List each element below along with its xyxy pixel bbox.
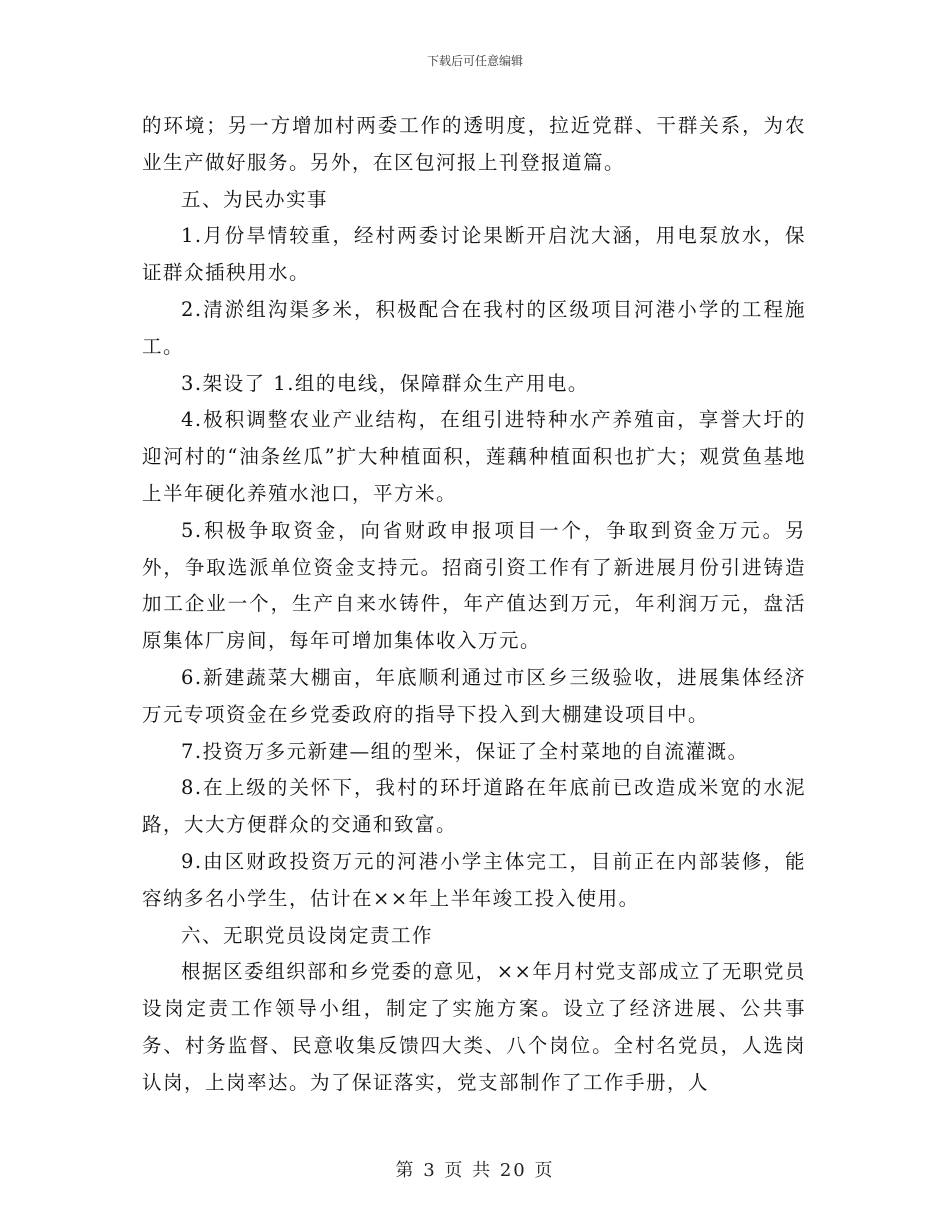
section-heading-5: 五、为民办实事: [181, 187, 329, 211]
document-body: [142, 108, 806, 1102]
list-item-8: 8.在上级的关怀下，我村的环圩道路在年底前已改造成米宽的水泥路，大大方便群众的交通和致富。: [142, 776, 806, 837]
list-item-5: 5.积极争取资金，向省财政申报项目一个，争取到资金万元。另外，争取选派单位资金支持元。招商引资工作有了新进展月份引进铸造加工企业一个，生产自来水铸件，年产值达到万元，年利润万元，盘活原集体厂房间，每年可增加集体收入万元。: [142, 518, 806, 653]
page-number-footer: 第 3 页 共 20 页: [395, 1160, 555, 1181]
section-heading-6: 六、无职党员设岗定责工作: [181, 923, 434, 947]
list-item-6: 6.新建蔬菜大棚亩，年底顺利通过市区乡三级验收，进展集体经济万元专项资金在乡党委政府的指导下投入到大棚建设项目中。: [142, 665, 806, 726]
page-header-note: 下载后可任意编辑: [426, 54, 523, 68]
paragraph-continuation: 的环境；另一方增加村两委工作的透明度，拉近党群、干群关系，为农业生产做好服务。另外，在区包河报上刊登报道篇。: [142, 114, 806, 174]
list-item-2: 2.清淤组沟渠多米，积极配合在我村的区级项目河港小学的工程施工。: [142, 297, 806, 358]
list-item-3: 3.架设了 1.组的电线，保障群众生产用电。: [181, 371, 589, 395]
paragraph-body: 根据区委组织部和乡党委的意见，××年月村党支部成立了无职党员设岗定责工作领导小组，制定了实施方案。设立了经济进展、公共事务、村务监督、民意收集反馈四大类、八个岗位。全村名党员，人选岗认岗，上岗率达。为了保证落实，党支部制作了工作手册，人: [142, 960, 806, 1094]
list-item-4: 4.极积调整农业产业结构，在组引进特种水产养殖亩，享誉大圩的迎河村的“油条丝瓜”扩大种植面积，莲藕种植面积也扩大；观赏鱼基地上半年硬化养殖水池口，平方米。: [142, 408, 806, 505]
list-item-1: 1.月份旱情较重，经村两委讨论果断开启沈大涵，用电泵放水，保证群众插秧用水。: [142, 224, 806, 285]
list-item-9: 9.由区财政投资万元的河港小学主体完工，目前正在内部装修，能容纳多名小学生，估计在××年上半年竣工投入使用。: [142, 849, 806, 910]
list-item-7: 7.投资万多元新建—组的型米，保证了全村菜地的自流灌溉。: [181, 739, 749, 763]
